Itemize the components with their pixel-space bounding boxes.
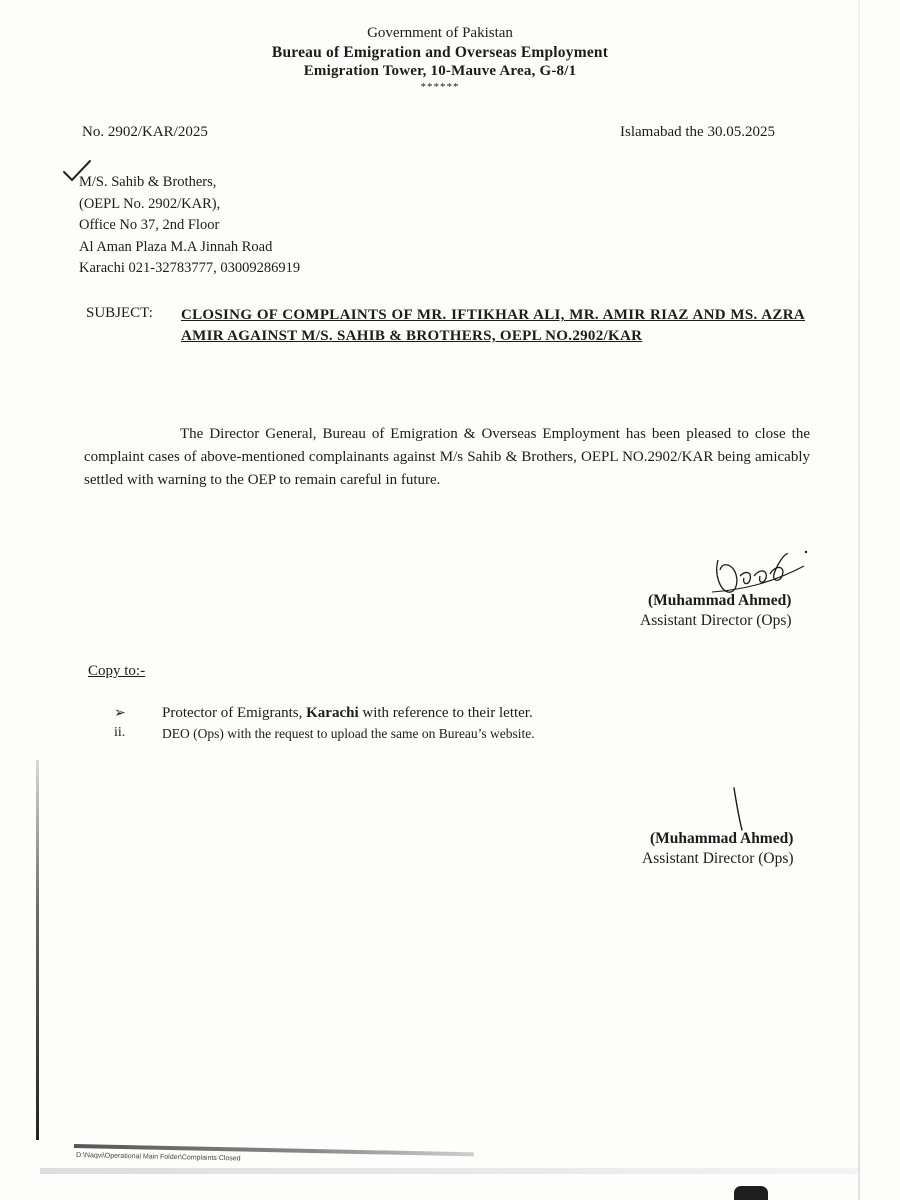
scan-edge-left [36, 760, 39, 1140]
copy-to-recipient: DEO (Ops) with the request to upload the same on Bureau’s website. [162, 726, 535, 741]
letterhead-government: Government of Pakistan [367, 25, 513, 41]
subject-text: CLOSING OF COMPLAINTS OF MR. IFTIKHAR ALI, MR. AMIR RIAZ AND MS. AZRA AMIR AGAINST M/S. SAHIB & BROTHERS, OEPL NO.2902/KAR [181, 307, 805, 344]
copy-to-recipient: Protector of Emigrants, Karachi with reference to their letter. [162, 705, 533, 721]
letterhead-separator: ****** [420, 81, 460, 93]
addressee-line: Karachi 021-32783777, 03009286919 [79, 260, 301, 276]
arrow-bullet-icon: ➢ [114, 706, 126, 721]
letterhead-address: Emigration Tower, 10-Mauve Area, G-8/1 [303, 63, 577, 79]
signatory-name: (Muhammad Ahmed) [650, 830, 794, 847]
addressee-line: M/S. Sahib & Brothers, [79, 174, 217, 190]
scan-artifact [734, 1186, 768, 1200]
place-and-date: Islamabad the 30.05.2025 [620, 124, 775, 140]
reference-number: No. 2902/KAR/2025 [82, 124, 208, 140]
signatory-title: Assistant Director (Ops) [640, 612, 792, 629]
signatory-title: Assistant Director (Ops) [642, 850, 794, 867]
signatory-name: (Muhammad Ahmed) [648, 592, 792, 609]
addressee-line: Al Aman Plaza M.A Jinnah Road [79, 238, 273, 255]
addressee-line: (OEPL No. 2902/KAR), [79, 195, 221, 212]
letterhead-bureau: Bureau of Emigration and Overseas Employment [271, 44, 609, 61]
list-item [114, 725, 634, 745]
footer-file-path: D:\Naqvi\Operational Main Folder\Complaints Closed [75, 1152, 241, 1163]
letterhead [0, 24, 880, 93]
scan-shadow [40, 1168, 858, 1174]
copy-to-heading: Copy to:- [88, 663, 146, 679]
addressee-block [79, 172, 300, 280]
body-paragraph: The Director General, Bureau of Emigration & Overseas Employment has been pleased to close the complaint cases of above-mentioned complainants against M/s Sahib & Brothers, OEPL NO.2902/KAR being amicably settled with warning to the OEP to remain careful in future. [84, 426, 810, 488]
list-marker: ii. [114, 725, 126, 740]
list-item [114, 705, 634, 725]
scan-edge-right [858, 0, 860, 1200]
copy-to-list [114, 705, 634, 745]
initial-mark [728, 786, 748, 832]
subject-label: SUBJECT: [86, 305, 153, 321]
addressee-line: Office No 37, 2nd Floor [79, 217, 220, 233]
